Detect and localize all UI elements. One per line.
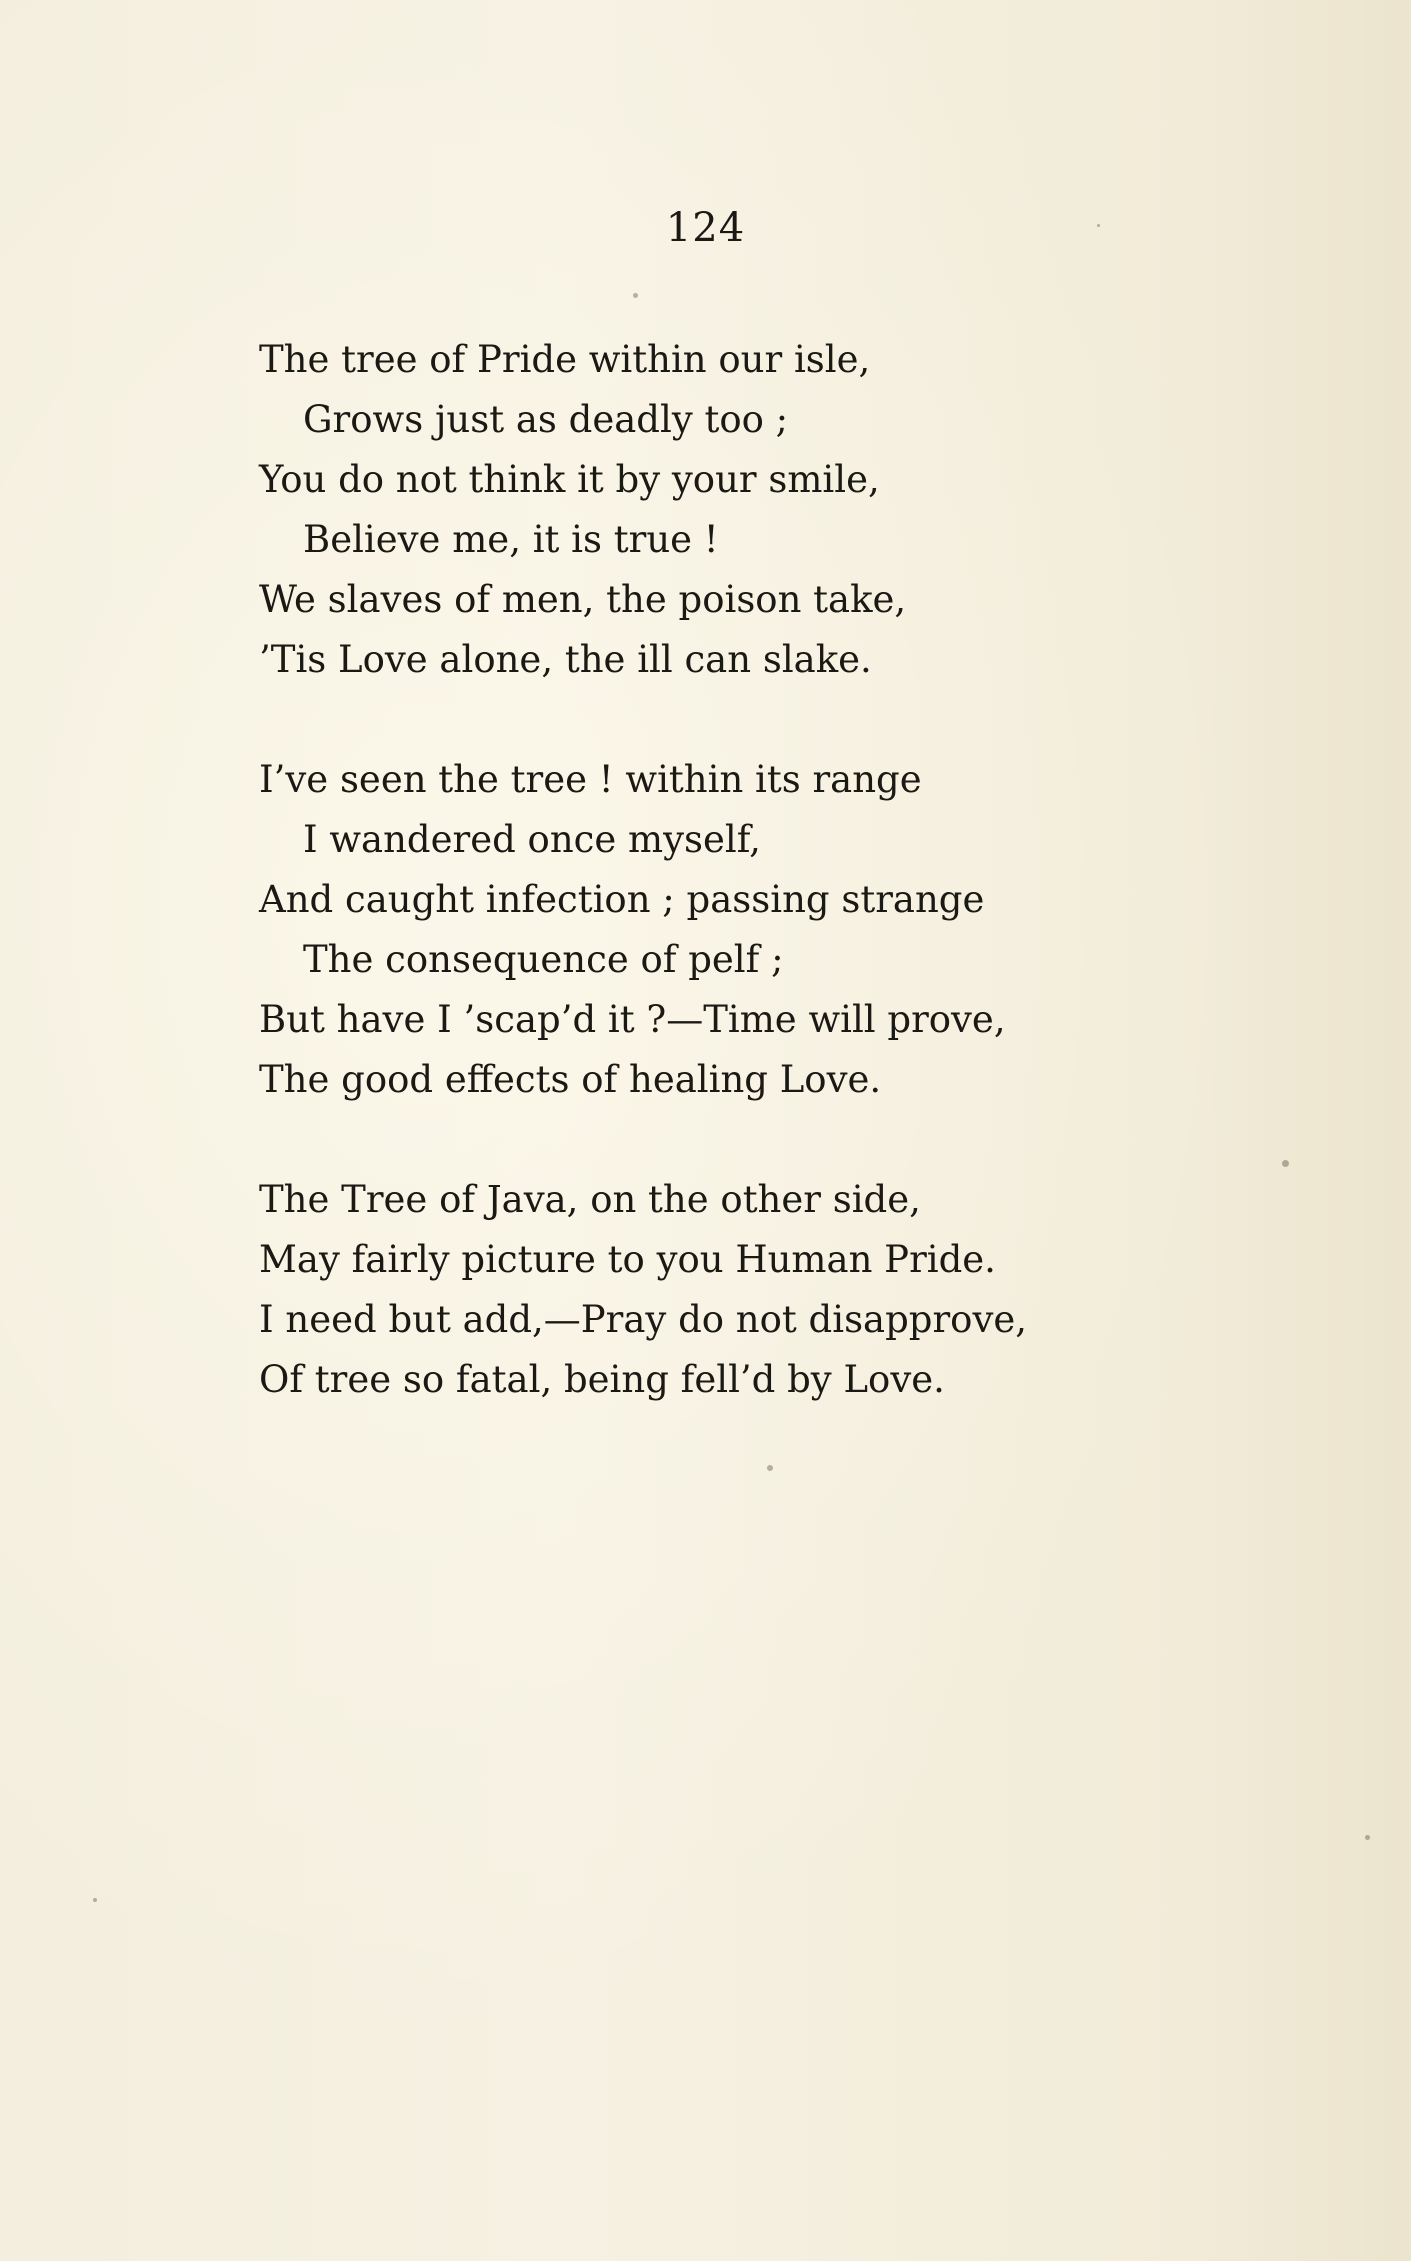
- paper-speck: [1097, 224, 1100, 227]
- poem-line: The good effects of healing Love.: [259, 1058, 882, 1101]
- page-number: 124: [665, 205, 746, 251]
- poem: [259, 330, 1159, 1470]
- paper-speck: [1282, 1160, 1289, 1167]
- poem-line: ’Tis Love alone, the ill can slake.: [259, 638, 872, 681]
- poem-line: I wandered once myself,: [303, 818, 761, 861]
- poem-line: The tree of Pride within our isle,: [259, 338, 871, 381]
- paper-speck: [633, 293, 638, 298]
- poem-line: You do not think it by your smile,: [259, 458, 880, 501]
- stanza: [259, 1170, 1159, 1410]
- poem-line: The Tree of Java, on the other side,: [259, 1178, 921, 1221]
- poem-line: And caught infection ; passing strange: [259, 878, 985, 921]
- paper-speck: [93, 1898, 97, 1902]
- poem-line: But have I ’scap’d it ?—Time will prove,: [259, 998, 1006, 1041]
- poem-line: Of tree so fatal, being fell’d by Love.: [259, 1358, 945, 1401]
- paper-speck: [1365, 1835, 1370, 1840]
- poem-line: Believe me, it is true !: [303, 518, 719, 561]
- poem-line: We slaves of men, the poison take,: [259, 578, 907, 621]
- poem-line: May fairly picture to you Human Pride.: [259, 1238, 996, 1281]
- stanza: [259, 330, 1159, 690]
- stanza: [259, 750, 1159, 1110]
- poem-line: I need but add,—Pray do not disapprove,: [259, 1298, 1028, 1341]
- poem-line: Grows just as deadly too ;: [303, 398, 789, 441]
- poem-line: The consequence of pelf ;: [303, 938, 784, 981]
- paper-speck: [767, 1465, 773, 1471]
- poem-line: I’ve seen the tree ! within its range: [259, 758, 922, 801]
